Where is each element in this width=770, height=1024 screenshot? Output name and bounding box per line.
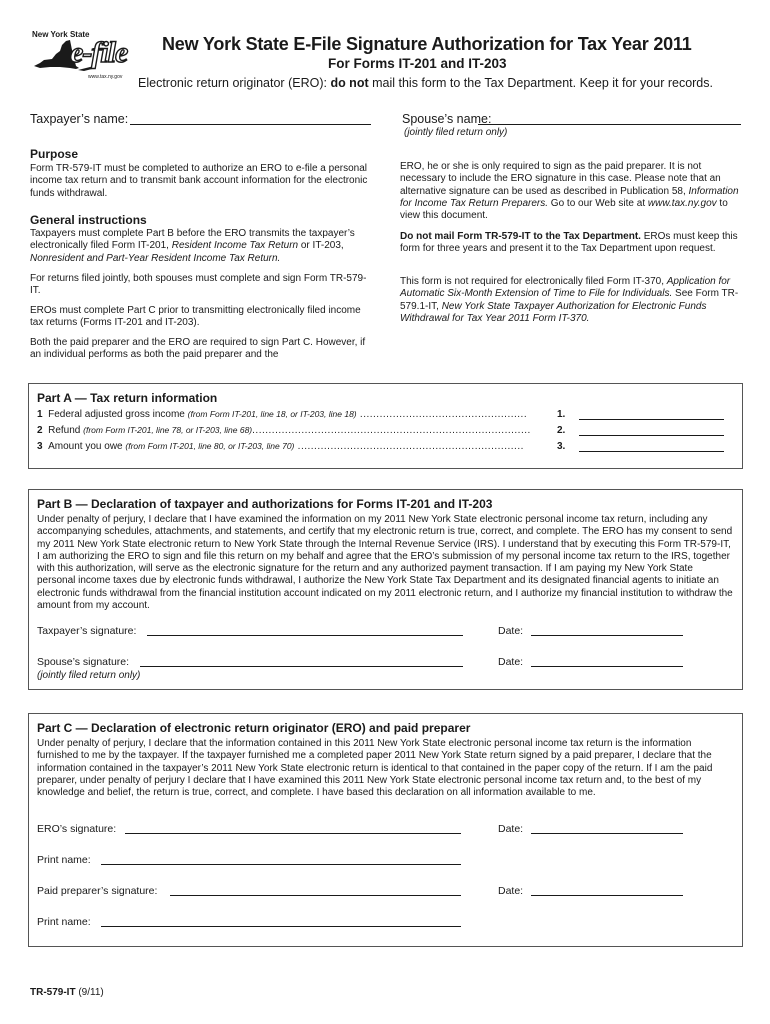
ero-date-label: Date:	[498, 823, 524, 835]
spouse-date-label: Date:	[498, 656, 524, 668]
taxpayer-signature-field[interactable]	[147, 635, 463, 636]
ero-print-name-field[interactable]	[101, 864, 461, 865]
taxpayer-date-field[interactable]	[531, 635, 683, 636]
general-instructions-p3: EROs must complete Part C prior to transmitting electronically filed income tax returns (Forms IT-201 and IT-203).	[30, 305, 361, 329]
purpose-heading: Purpose	[30, 147, 79, 161]
part-a-line-3: 3 Amount you owe (from Form IT-201, line 80, or IT-203, line 70) .....................................................................	[37, 441, 524, 452]
page-subtitle: For Forms IT-201 and IT-203	[328, 56, 507, 71]
part-a-field-1[interactable]	[579, 419, 724, 420]
efile-logo	[30, 30, 130, 82]
spouse-signature-label: Spouse’s signature:	[37, 656, 130, 668]
part-a-ref-1: 1.	[557, 409, 566, 420]
preparer-signature-field[interactable]	[170, 895, 461, 896]
part-c-declaration: Under penalty of perjury, I declare that the information contained in this 2011 New York State electronic personal income tax return is the information furnished to me by the taxpayer. If the taxpayer furnished me a completed paper 2011 New York State return signed by a paid preparer, I declare that the information contained in the taxpayer’s 2011 New York State electronic return is identical to that contained in the paper copy of the return. If I am the paid preparer, under penalty of perjury I declare that I have examined this 2011 New York State electronic personal income tax return and, to the best of my knowledge and belief, the return is true, correct, and complete. I have based this declaration on all information available to me.	[37, 738, 713, 799]
taxpayer-name-field[interactable]	[130, 124, 371, 125]
right-instructions-p3: This form is not required for electronically filed Form IT-370, Application for Automatic Six-Month Extension of Time to File for Individuals. See Form TR-579.1-IT, New York State Taxpayer Authorization for Electronic Funds Withdrawal for Tax Year 2011 Form IT-370.	[400, 276, 739, 324]
part-c-title: Part C — Declaration of electronic return originator (ERO) and paid preparer	[37, 721, 471, 735]
logo-efile-text: e-file	[70, 36, 128, 69]
general-instructions-p2: For returns filed jointly, both spouses must complete and sign Form TR-579-IT.	[30, 273, 367, 297]
part-a-field-3[interactable]	[579, 451, 724, 452]
part-b-title: Part B — Declaration of taxpayer and authorizations for Forms IT-201 and IT-203	[37, 497, 493, 511]
ero-date-field[interactable]	[531, 833, 683, 834]
part-a-line-1: 1 Federal adjusted gross income (from Form IT-201, line 18, or IT-203, line 18) ...................................................	[37, 409, 528, 420]
logo-url-text: www.tax.ny.gov	[88, 74, 123, 80]
spouse-name-note: (jointly filed return only)	[404, 127, 508, 138]
part-b-declaration: Under penalty of perjury, I declare that I have examined the information on my 2011 New York State electronic personal income tax return, including any accompanying schedules, attachments, and statements, and certify that my electronic return is true, correct, and complete. The ERO has my consent to send my 2011 New York State electronic return to New York State through the Internal Revenue Service (IRS). I understand that by executing this Form TR-579-IT, I am authorizing the ERO to sign and file this return on my behalf and agree that the ERO’s submission of my personal income tax return to the IRS, together with this authorization, will serve as the electronic signature for the return and any authorized payment transaction. If I am paying my New York State personal income taxes due by electronic funds withdrawal, I authorize the New York State Tax Department and its designated financial agents to initiate an electronic funds withdrawal from the financial institution account indicated on my 2011 electronic return, and I authorize my financial institution to withdraw the amount from my account.	[37, 514, 733, 612]
part-a-ref-3: 3.	[557, 441, 566, 452]
ero-signature-label: ERO’s signature:	[37, 823, 117, 835]
spouse-date-field[interactable]	[531, 666, 683, 667]
spouse-name-field[interactable]	[478, 124, 741, 125]
preparer-print-name-label: Print name:	[37, 916, 91, 928]
spouse-signature-field[interactable]	[140, 666, 463, 667]
part-a-field-2[interactable]	[579, 435, 724, 436]
form-identifier: TR-579-IT (9/11)	[30, 987, 104, 998]
logo-state-text: New York State	[32, 30, 90, 39]
preparer-date-field[interactable]	[531, 895, 683, 896]
preparer-signature-label: Paid preparer’s signature:	[37, 885, 158, 897]
ero-signature-field[interactable]	[125, 833, 461, 834]
page-title: New York State E-File Signature Authorization for Tax Year 2011	[162, 34, 692, 54]
spouse-signature-note: (jointly filed return only)	[37, 670, 141, 681]
part-a-title: Part A — Tax return information	[37, 391, 218, 405]
right-instructions-p1: ERO, he or she is only required to sign as the paid preparer. It is not necessary to include the ERO signature in this case. Please note that an alternative signature can be used as described in Publication 58, Information for Income Tax Return Preparers. Go to our Web site at www.tax.ny.gov to view this document.	[400, 161, 739, 222]
part-a-line-2: 2 Refund (from Form IT-201, line 78, or IT-203, line 68).....................................................................................	[37, 425, 531, 436]
preparer-print-name-field[interactable]	[101, 926, 461, 927]
general-instructions-p1: Taxpayers must complete Part B before the ERO transmits the taxpayer’s electronically filed Form IT-201, Resident Income Tax Return or IT-203, Nonresident and Part-Year Resident Income Tax Return.	[30, 228, 355, 264]
preparer-date-label: Date:	[498, 885, 524, 897]
purpose-text: Form TR-579-IT must be completed to authorize an ERO to e-file a personal income tax return and to transmit bank account information for the electronic funds withdrawal.	[30, 163, 368, 199]
taxpayer-signature-label: Taxpayer’s signature:	[37, 625, 137, 637]
general-instructions-p4: Both the paid preparer and the ERO are required to sign Part C. However, if an individual performs as both the paid preparer and the	[30, 337, 366, 361]
taxpayer-name-label: Taxpayer’s name:	[30, 112, 129, 126]
general-instructions-heading: General instructions	[30, 213, 147, 227]
part-a-ref-2: 2.	[557, 425, 566, 436]
ero-print-name-label: Print name:	[37, 854, 91, 866]
spouse-name-label: Spouse’s name:	[402, 112, 492, 126]
taxpayer-date-label: Date:	[498, 625, 524, 637]
right-instructions-p2: Do not mail Form TR-579-IT to the Tax Department. EROs must keep this form for three years and present it to the Tax Department upon request.	[400, 231, 738, 255]
ero-instruction: Electronic return originator (ERO): do not mail this form to the Tax Department. Keep it for your records.	[138, 76, 713, 90]
